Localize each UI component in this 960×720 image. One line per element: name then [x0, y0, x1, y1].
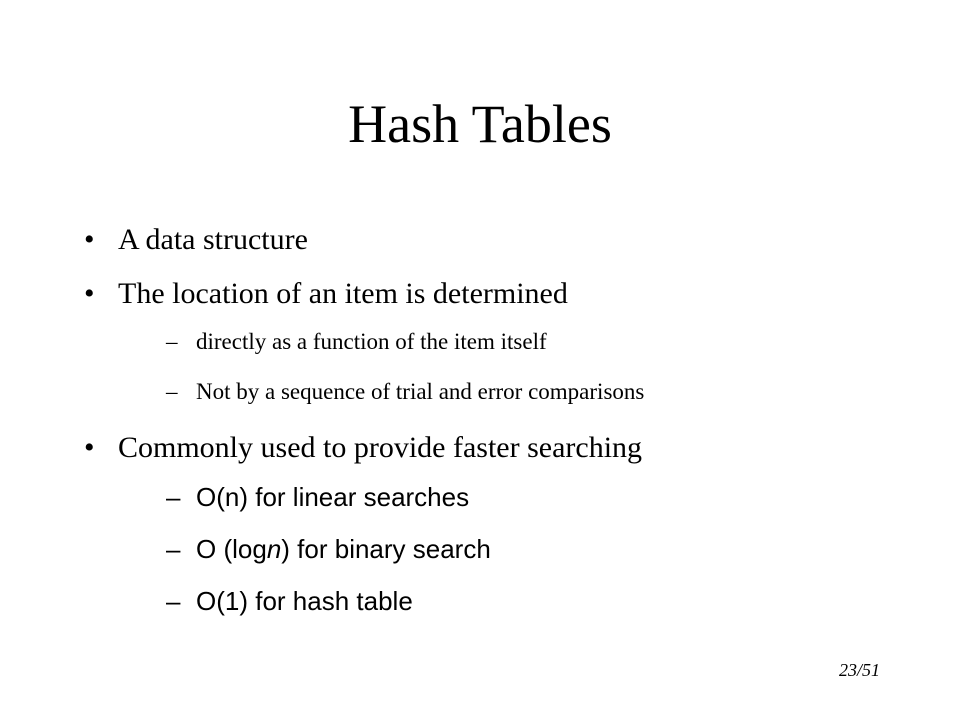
bullet-item — [84, 428, 924, 624]
bullet-item — [84, 220, 924, 260]
sub-bullet-item — [118, 370, 924, 414]
bullet-marker: • — [84, 223, 95, 256]
sub-bullet-text: directly as a function of the item itself — [196, 329, 547, 354]
bullet-marker: • — [84, 277, 95, 310]
sub-bullet-text: O(1) for hash table — [196, 586, 413, 616]
dash-marker: – — [166, 482, 181, 512]
bullet-marker: • — [84, 431, 95, 464]
sub-bullet-item — [118, 526, 924, 572]
sub-bullet-item — [118, 578, 924, 624]
sub-bullet-text — [196, 534, 491, 564]
sub-bullet-list — [118, 320, 924, 414]
sub-bullet-item — [118, 320, 924, 364]
slide-title: Hash Tables — [348, 94, 612, 154]
bullet-text: The location of an item is determined — [118, 277, 568, 310]
dash-marker: – — [166, 329, 178, 354]
dash-marker: – — [166, 586, 181, 616]
dash-marker: – — [166, 379, 178, 404]
page-number: 23/51 — [838, 660, 880, 680]
slide-content — [84, 220, 924, 630]
sub-bullet-item — [118, 474, 924, 520]
sub-bullet-text-italic: n — [266, 534, 282, 564]
sub-bullet-text-after: ) for binary search — [281, 534, 491, 564]
sub-bullet-list — [118, 474, 924, 624]
bullet-item — [84, 274, 924, 414]
sub-bullet-text-before: O (log — [196, 534, 267, 564]
sub-bullet-text: Not by a sequence of trial and error comparisons — [196, 379, 645, 404]
dash-marker: – — [166, 534, 181, 564]
bullet-text: Commonly used to provide faster searching — [118, 431, 643, 464]
bullet-text: A data structure — [118, 223, 308, 256]
bullet-list — [84, 220, 924, 624]
sub-bullet-text: O(n) for linear searches — [196, 482, 470, 512]
